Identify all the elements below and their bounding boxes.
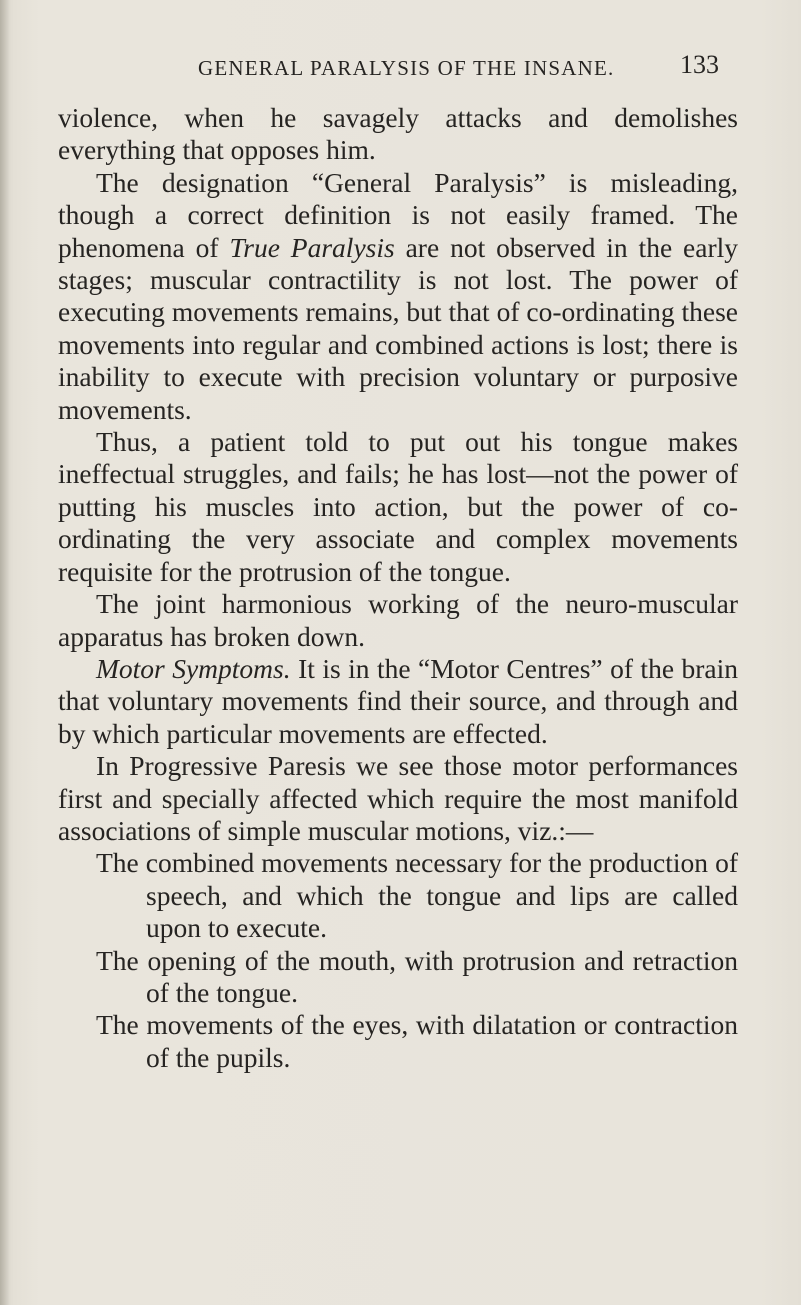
body-text: [58, 102, 738, 1074]
running-head: GENERAL PARALYSIS OF THE INSANE.: [198, 56, 615, 80]
paragraph-tongue-example: Thus, a patient told to put out his tongue makes ineffectual struggles, and fails; he has lost—not the power of putting his muscles into action, but the power of co-ordinating the very associate and complex movements requisite for the protrusion of the tongue.: [58, 426, 738, 587]
paragraph-text: It is in the “Motor Centres” of the brain that voluntary movements find their source, and through and by which particular movements are effected.: [58, 652, 738, 749]
list-item: The opening of the mouth, with protrusion and retraction of the tongue.: [96, 944, 738, 1008]
paragraph-text: The designation “General Paralysis” is misleading, though a correct definition is not easily framed. The phenomena of: [58, 166, 738, 263]
list-item: The combined movements necessary for the production of speech, and which the tongue and lips are called upon to execute.: [96, 847, 738, 944]
paragraph-designation: [58, 167, 738, 426]
paragraph-text: are not observed in the early stages; muscular contractility is not lost. The power of executing movements remains, but that of co-ordinating these movements into regular and combined actions is lost; there is inability to execute with precision voluntary or purposive movements.: [58, 231, 739, 425]
paragraph-neuromuscular: The joint harmonious working of the neuro-muscular apparatus has broken down.: [58, 588, 738, 652]
italic-term: True Paralysis: [229, 231, 395, 263]
page-gutter-shadow: [0, 0, 10, 1305]
list-item: The movements of the eyes, with dilatation or contraction of the pupils.: [96, 1009, 738, 1073]
paragraph-motor-symptoms: [58, 653, 738, 750]
paragraph-progressive-paresis: In Progressive Paresis we see those motor performances first and specially affected which require the most manifold associations of simple muscular motions, viz.:—: [58, 750, 738, 846]
paragraph-continuation: violence, when he savagely attacks and demolishes everything that opposes him.: [58, 102, 738, 166]
page-number: 133: [680, 50, 719, 79]
section-heading: Motor Symptoms.: [96, 652, 291, 684]
